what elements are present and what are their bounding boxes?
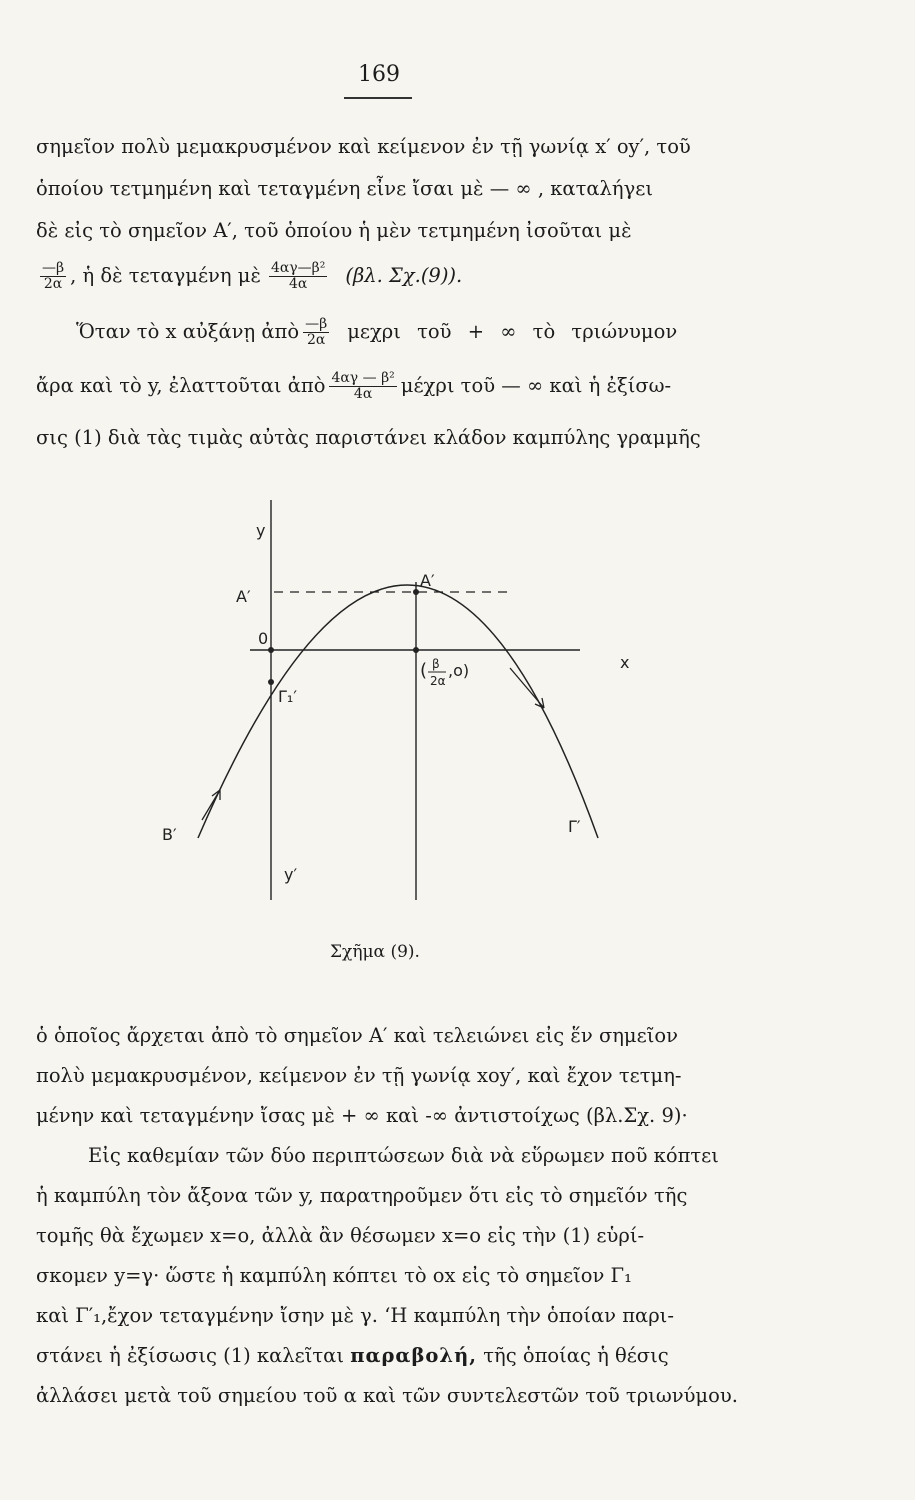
text-line-3: δὲ εἰς τὸ σημεῖον Α′, τοῦ ὁποίου ἡ μὲν τετμημένη ἰσοῦται μὲ xyxy=(36,219,632,242)
left-arrow-icon xyxy=(202,790,220,820)
text-line-17: ἀλλάσει μετὰ τοῦ σημείου τοῦ α καὶ τῶν συντελεστῶν τοῦ τριωνύμου. xyxy=(36,1384,738,1407)
text-line-13: τομῆς θὰ ἔχωμεν x=o, ἀλλὰ ἂν θέσωμεν x=o εἰς τὴν (1) εὑρί- xyxy=(36,1224,645,1247)
label-origin: 0 xyxy=(258,629,269,648)
label-y: y xyxy=(256,521,266,540)
label-y-prime: y′ xyxy=(284,865,298,884)
right-arrow-icon xyxy=(510,668,544,708)
label-A-prime-left: Α′ xyxy=(236,587,251,606)
label-B-prime: Β′ xyxy=(162,825,177,844)
text-line-16: στάνει ἡ ἐξίσωσις (1) καλεῖται παραβολή, τῆς ὁποίας ἡ θέσις xyxy=(36,1344,669,1367)
label-vertex-x-close: ,o) xyxy=(448,661,470,680)
text-line-12: ἡ καμπύλη τὸν ἄξονα τῶν y, παρατηροῦμεν ὅτι εἰς τὸ σημεῖόν τῆς xyxy=(36,1184,688,1207)
text-line-14: σκομεν y=γ· ὥστε ἡ καμπύλη κόπτει τὸ ox εἰς τὸ σημεῖον Γ₁ xyxy=(36,1264,632,1287)
label-vertex-x-num: β xyxy=(432,657,440,671)
figure-caption: Σχῆμα (9). xyxy=(330,942,420,962)
label-vertex-x-den: 2α xyxy=(430,674,446,688)
text-line-10: μένην καὶ τεταγμένην ἴσας μὲ + ∞ καὶ -∞ ἀντιστοίχως (βλ.Σχ. 9)· xyxy=(36,1104,688,1127)
label-gamma-prime: Γ′ xyxy=(568,817,581,836)
text-line-7: σις (1) διὰ τὰς τιμὰς αὐτὰς παριστάνει κλάδον καμπύλης γραμμῆς xyxy=(36,426,701,449)
fraction-minus-beta-over-2alpha: $\frac{—\beta}{2\alpha}$ xyxy=(42,259,65,292)
page-number: 169 xyxy=(358,62,400,87)
text-line-1: σημεῖον πολὺ μεμακρυσμένον καὶ κείμενον ἐν τῇ γωνίᾳ x′ oy′, τοῦ xyxy=(36,135,691,158)
vertex-x-point xyxy=(413,647,419,653)
text-line-4: $\frac{—\beta}{2\alpha}$ , ἡ δὲ τεταγμένη μὲ $\frac{\text{4αγ—β²}}{4\alpha}$ (βλ. Σχ.(9)). xyxy=(42,259,463,292)
label-A-prime-top: Α′ xyxy=(420,571,435,590)
text-line-15: καὶ Γ′₁,ἔχον τεταγμένην ἴσην μὲ γ. ‘Η καμπύλη τὴν ὁποίαν παρι- xyxy=(36,1304,674,1327)
fraction-minus-beta-over-2alpha-2: $\frac{—\beta}{2\alpha}$ xyxy=(305,315,328,348)
text-line-11: Εἰς καθεμίαν τῶν δύο περιπτώσεων διὰ νὰ εὕρωμεν ποῦ κόπτει xyxy=(88,1144,719,1167)
label-x: x xyxy=(620,653,630,672)
label-vertex-x-open: ( xyxy=(420,660,428,681)
gamma-point xyxy=(268,679,274,685)
term-parabola: παραβολή, xyxy=(350,1344,478,1367)
label-gamma-1-prime: Γ₁′ xyxy=(278,687,297,706)
fraction-vertex-ordinate-2: $\frac{\text{4αγ — β²}}{4\alpha}$ xyxy=(331,369,395,402)
page-number-rule xyxy=(344,97,412,99)
text-line-2: ὁποίου τετμημένη καὶ τεταγμένη εἶνε ἴσαι μὲ — ∞ , καταλήγει xyxy=(36,177,653,200)
text-line-8: ὁ ὁποῖος ἄρχεται ἀπὸ τὸ σημεῖον Α′ καὶ τελειώνει εἰς ἕν σημεῖον xyxy=(36,1024,678,1047)
origin-point xyxy=(268,647,274,653)
fraction-vertex-ordinate: $\frac{\text{4αγ—β²}}{4\alpha}$ xyxy=(270,259,326,292)
parabola-curve xyxy=(198,585,598,838)
text-line-6: ἄρα καὶ τὸ y, ἐλαττοῦται ἀπὸ $\frac{\text{4αγ — β²}}{4\alpha}$ μέχρι τοῦ — ∞ καὶ ἡ ἐξίσω- xyxy=(36,369,672,402)
vertex-point xyxy=(413,589,419,595)
text-line-5: Ὅταν τὸ x αὐξάνῃ ἀπὸ $\frac{—\beta}{2\alpha}$ μεχρι τοῦ + ∞ τὸ τριώνυμον xyxy=(76,315,678,348)
text-line-9: πολὺ μεμακρυσμένον, κείμενον ἐν τῇ γωνίᾳ xoy′, καὶ ἔχον τετμη- xyxy=(36,1064,682,1087)
parabola-figure xyxy=(150,500,650,920)
